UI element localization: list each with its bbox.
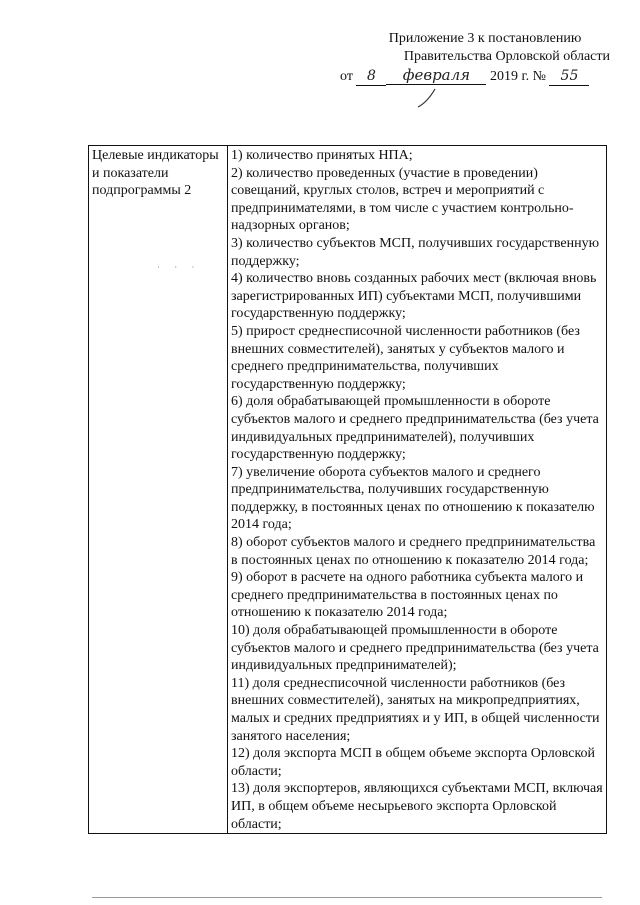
handwritten-month: февраля bbox=[386, 66, 486, 85]
list-item: 1) количество принятых НПА; bbox=[231, 148, 413, 163]
list-item: 8) оборот субъектов малого и среднего предпринимательства в постоянных ценах по отношению к показателю 2014 года; bbox=[231, 535, 596, 568]
list-item: 2) количество проведенных (участие в проведении) совещаний, круглых столов, встреч и мероприятий с предпринимателями, в том числе с участием контрольно-надзорных органов; bbox=[231, 165, 574, 234]
list-item: 5) прирост среднесписочной численности работников (без внешних совместителей), занятых у субъектов малого и среднего предпринимательства, получивших государственную поддержку; bbox=[231, 323, 580, 392]
table-row bbox=[89, 146, 607, 834]
scan-specks: · · · bbox=[157, 262, 201, 272]
indicators-list-cell bbox=[228, 146, 607, 834]
pen-stroke-mark bbox=[415, 88, 445, 108]
list-item: 13) доля экспортеров, являющихся субъектами МСП, включая ИП, в общем объеме несырьевого экспорта Орловской области; bbox=[231, 781, 603, 832]
handwritten-number: 55 bbox=[549, 67, 589, 86]
indicators-label-cell: Целевые индикаторы и показатели подпрограммы 2 bbox=[89, 146, 228, 834]
list-item: 7) увеличение оборота субъектов малого и среднего предпринимательства, получивших государственную поддержку, в постоянных ценах по отношению к показателю 2014 года; bbox=[231, 464, 595, 533]
date-prefix: от bbox=[340, 69, 353, 84]
list-item: 10) доля обрабатывающей промышленности в обороте субъектов малого и среднего предпринимательства (без учета индивидуальных предпринимателей); bbox=[231, 623, 599, 674]
date-line bbox=[340, 66, 610, 86]
list-item: 9) оборот в расчете на одного работника субъекта малого и среднего предпринимательства в постоянных ценах по отношению к показателю 2014 года; bbox=[231, 570, 584, 621]
government-line: Правительства Орловской области bbox=[403, 49, 610, 64]
appendix-title: Приложение 3 к постановлению bbox=[388, 31, 582, 46]
list-item: 6) доля обрабатывающей промышленности в обороте субъектов малого и среднего предпринимательства (без учета индивидуальных предпринимателей), получивших государственную поддержку; bbox=[231, 394, 599, 463]
indicators-table bbox=[88, 145, 607, 834]
date-year: 2019 г. № bbox=[489, 69, 546, 84]
appendix-header bbox=[340, 30, 610, 86]
list-item: 11) доля среднесписочной численности работников (без внешних совместителей), занятых на микропредприятиях, малых и средних предприятиях и у ИП, в общей численности занятого населения; bbox=[231, 675, 600, 744]
handwritten-day: 8 bbox=[356, 67, 386, 86]
list-item: 4) количество вновь созданных рабочих мест (включая вновь зарегистрированных ИП) субъектами МСП, получившими государственную поддержку; bbox=[231, 271, 597, 322]
page-bottom-rule bbox=[92, 897, 602, 898]
list-item: 3) количество субъектов МСП, получивших государственную поддержку; bbox=[231, 235, 600, 269]
list-item: 12) доля экспорта МСП в общем объеме экспорта Орловской области; bbox=[231, 746, 596, 779]
